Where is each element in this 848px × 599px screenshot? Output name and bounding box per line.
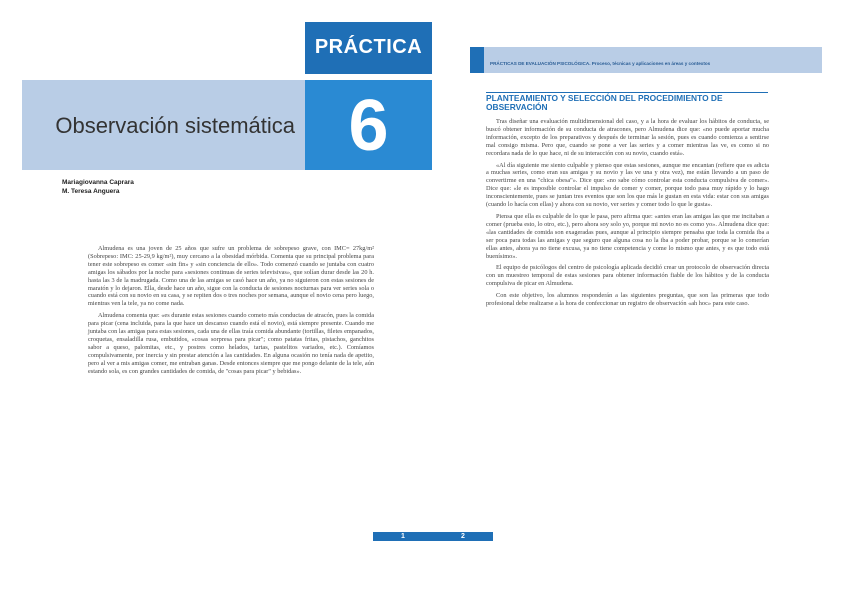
paragraph: Piensa que ella es culpable de lo que le pasa, pero afirma que: «antes eran las amigas las que me incitaban a comer (prueba esto, lo otro, etc.), pero ahora soy solo yo, porque mi novio no es como yo». Almudena dice que: «las cantidades de comida son exageradas pues, aunque al principio siempre pensaba que toda la comida iba a ser poca para todas las amigas y que seguro que alguna cosa no la iba a poder probar, porque se lo comerían ellas antes, ahora ya no tiene excusa, ya no tiene competencia y come lo mismo que antes, y es que todo está buenísimo». bbox=[486, 212, 769, 260]
paragraph: El equipo de psicólogos del centro de psicología aplicada decidió crear un protocolo de observación directa con un muestreo temporal de estas sesiones para obtener información fiable de los hábitos y de la conducta compulsiva de picar en Almudena. bbox=[486, 264, 769, 288]
chapter-number: 6 bbox=[348, 86, 389, 166]
paragraph: Tras diseñar una evaluación multidimensional del caso, y a la hora de evaluar los hábitos de conducta, se buscó obtener información de su conducta de atracones, pero Almudena dice que: «no puede aportar mucha información, excepto de los preparativos y después de terminar la sesión, pues es cuando comienza a sentirse mal consigo misma. Pero que, cuando se pone a ver las series y a comer mientras las ve, es como si no recordara nada de lo que hace, ni de su interacción con su novio, cuando está». bbox=[486, 118, 769, 157]
header-accent bbox=[470, 47, 484, 73]
authors bbox=[62, 178, 134, 196]
author-name: Mariagiovanna Caprara bbox=[62, 179, 134, 186]
paragraph: Almudena comenta que: «es durante estas sesiones cuando cometo más conductas de atracón, pues la comida para picar (cena incluida, para la que hace un descanso cuando está el novio), está siempre presente. Cuando me juntaba con las amigas para estas sesiones, cada una de ellas traía comida abundante (tortillas, filetes empanados, croquetas, ensaladilla rusa, embutidos, «cosas sorpresa para picar"; como patatas fritas, pistachos, ganchitos sabor a queso, palomitas, etc., y postres como helados, tartas, pastelitos variados, etc.). Comíamos compulsivamente, por inercia y sin prestar atención a las cantidades. En alguna ocasión no tenía nada de apetito, pero al ver a mis amigas comer, me entraban ganas. Desde entonces siempre que me pongo delante de la tele, aún estando sola, es con grandes cantidades de comida, de "cosas para picar" y bebidas». bbox=[88, 312, 374, 375]
left-body-text bbox=[88, 245, 374, 380]
section-heading: PLANTEAMIENTO Y SELECCIÓN DEL PROCEDIMIENTO DE OBSERVACIÓN bbox=[486, 93, 723, 112]
section-label: PRÁCTICA bbox=[314, 36, 423, 58]
paragraph: Con este objetivo, los alumnos responderán a las siguientes preguntas, que son las primeras que todo profesional debe realizarse a la hora de confeccionar un registro de observación «ah hoc» para este caso. bbox=[486, 292, 769, 308]
paragraph: «Al día siguiente me siento culpable y pienso que estas sesiones, aunque me encantan (refiere que es adicta a muchas series, como eran sus amigas y su novio y las ve una y otra vez), me están llevando a un paso de convertirme en una "chica obesa"». Dice que: «no sabe cómo controlar esta conducta compulsiva de comer». Dice que: «le es imposible controlar el impulso de comer y comer, porque todo pasa muy rápido y lo hago inconscientemente, pues se juntan tres eventos que son los que más le gustan en esta vida: estar con sus amigas (cuando lo hacía con ellas) y ahora con su novio, ver series y comer todo lo que le gusta». bbox=[486, 161, 769, 209]
right-body-text bbox=[486, 118, 769, 312]
running-header-band bbox=[484, 47, 822, 73]
running-header: PRÁCTICAS DE EVALUACIÓN PSICOLÓGICA. Proceso, técnicas y aplicaciones en áreas y contextos bbox=[490, 61, 711, 66]
chapter-title: Observación sistemática bbox=[55, 113, 295, 138]
page-number-right[interactable]: 2 bbox=[433, 532, 493, 541]
author-name: M. Teresa Anguera bbox=[62, 188, 120, 195]
page-number-left[interactable]: 1 bbox=[373, 532, 433, 541]
paragraph: Almudena es una joven de 25 años que sufre un problema de sobrepeso grave, con IMC= 27kg/m² (Sobrepeso: IMC: 25-29,9 kg/m²), muy cercano a la obesidad mórbida. Comenta que su principal problema para tener este sobrepeso es comer «sin fin» y «sin conciencia de ello». Todo comenzó cuando se juntaba con cuatro amigas los sábados por la noche para «sesiones continuas de series televisivas», que solían durar desde las 20 h. hasta las 3 de la madrugada. Como una de las amigas se casó hace un año, ya no siguieron con estas sesiones de maratón y lo dejaron. Ella, desde hace un año, sigue con la conducta de sesiones nocturnas para ver series sola o cuando está con su novio en su casa, y se repiten dos o tres noches por semana, aunque el novio cena pero luego, mientras ven la tele, ya no come nada. bbox=[88, 245, 374, 308]
